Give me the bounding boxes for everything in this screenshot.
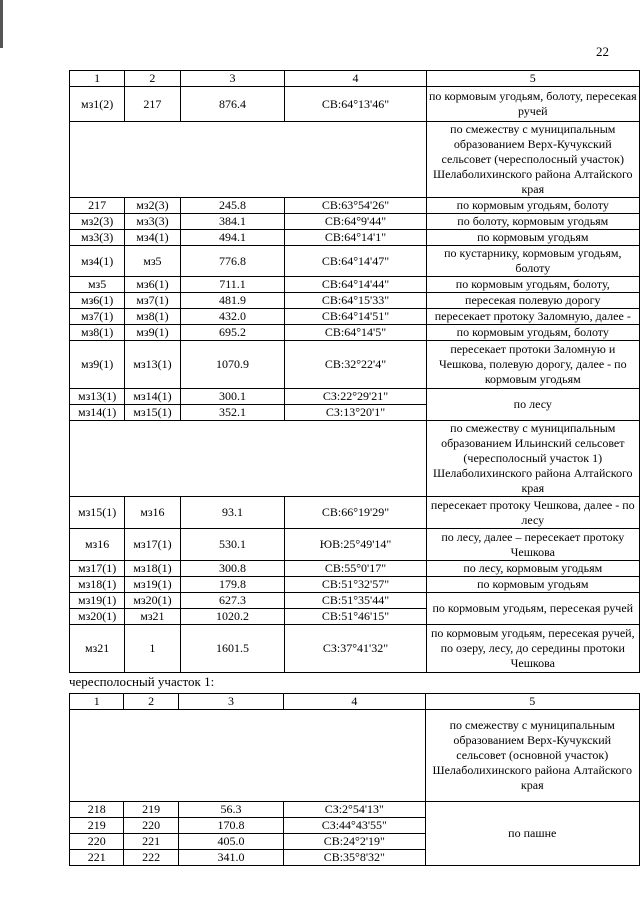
bearing: СВ:35°8'32" [284, 850, 425, 866]
adjacency-description: по смежеству с муниципальным образованием Верх-Кучукский сельсовет (основной участок) Шелаболихинского района Алтайского края [425, 710, 639, 802]
boundary-table-plot-1 [69, 693, 640, 866]
point-from: мз14(1) [70, 405, 125, 421]
bearing: СВ:64°15'33" [285, 293, 426, 309]
point-to: 1 [125, 625, 180, 673]
point-to: мз13(1) [125, 341, 180, 389]
boundary-description: пересекая полевую дорогу [426, 293, 639, 309]
point-from: мз4(1) [70, 246, 125, 277]
distance: 627.3 [180, 593, 285, 609]
boundary-description: по лесу, далее – пересекает протоку Чешкова [426, 529, 639, 561]
boundary-description: по кормовым угодьям, пересекая ручей, по озеру, лесу, до середины протоки Чешкова [426, 625, 639, 673]
point-from: мз3(3) [70, 230, 125, 246]
table-row [70, 593, 640, 609]
boundary-description: по кормовым угодьям, болоту, [426, 277, 639, 293]
header-col-1: 1 [70, 71, 125, 87]
point-to: мз3(3) [125, 214, 180, 230]
point-from: мз16 [70, 529, 125, 561]
boundary-table-main [69, 70, 640, 673]
point-to: мз20(1) [125, 593, 180, 609]
point-from: 220 [70, 834, 124, 850]
point-from: мз13(1) [70, 389, 125, 405]
header-col-5: 5 [425, 694, 639, 710]
bearing: СЗ:37°41'32" [285, 625, 426, 673]
table-row [70, 497, 640, 529]
header-col-2: 2 [124, 694, 178, 710]
point-to: 222 [124, 850, 178, 866]
boundary-description: пересекает протоку Чешкова, далее - по лесу [426, 497, 639, 529]
empty-cell [70, 421, 427, 497]
adjacency-note-row [70, 122, 640, 198]
bearing: СВ:64°14'1" [285, 230, 426, 246]
point-from: мз18(1) [70, 577, 125, 593]
table-row [70, 577, 640, 593]
distance: 481.9 [180, 293, 285, 309]
boundary-description: пересекает протоки Заломную и Чешкова, полевую дорогу, далее - по кормовым угодьям [426, 341, 639, 389]
distance: 341.0 [178, 850, 283, 866]
boundary-description-merged: по лесу [426, 389, 639, 421]
point-to: мз18(1) [125, 561, 180, 577]
point-to: мз5 [125, 246, 180, 277]
table-row [70, 214, 640, 230]
point-from: мз1(2) [70, 87, 125, 122]
bearing: ЮВ:25°49'14" [285, 529, 426, 561]
distance: 711.1 [180, 277, 285, 293]
table-row [70, 325, 640, 341]
point-from: мз21 [70, 625, 125, 673]
adjacency-note-row [70, 710, 640, 802]
boundary-description-merged: по пашне [425, 802, 639, 866]
boundary-description: по кормовым угодьям [426, 230, 639, 246]
point-from: 221 [70, 850, 124, 866]
bearing: СВ:64°14'47" [285, 246, 426, 277]
boundary-description: по кормовым угодьям, болоту [426, 325, 639, 341]
table-row [70, 389, 640, 405]
distance: 93.1 [180, 497, 285, 529]
point-to: 219 [124, 802, 178, 818]
distance: 405.0 [178, 834, 283, 850]
header-col-5: 5 [426, 71, 639, 87]
boundary-description: по лесу, кормовым угодьям [426, 561, 639, 577]
point-to: мз19(1) [125, 577, 180, 593]
point-to: мз4(1) [125, 230, 180, 246]
bearing: СВ:64°9'44" [285, 214, 426, 230]
boundary-description: пересекает протоку Заломную, далее - [426, 309, 639, 325]
bearing: СВ:32°22'4" [285, 341, 426, 389]
point-from: мз6(1) [70, 293, 125, 309]
left-edge-mark [0, 0, 3, 48]
bearing: СЗ:44°43'55" [284, 818, 425, 834]
point-to: мз14(1) [125, 389, 180, 405]
bearing: СВ:64°14'44" [285, 277, 426, 293]
empty-cell [70, 122, 427, 198]
point-to: мз8(1) [125, 309, 180, 325]
distance: 300.8 [180, 561, 285, 577]
point-to: 220 [124, 818, 178, 834]
distance: 1020.2 [180, 609, 285, 625]
bearing: СЗ:13°20'1" [285, 405, 426, 421]
point-from: мз2(3) [70, 214, 125, 230]
page-number: 22 [596, 44, 609, 59]
distance: 432.0 [180, 309, 285, 325]
boundary-description: по болоту, кормовым угодьям [426, 214, 639, 230]
table-row [70, 341, 640, 389]
distance: 384.1 [180, 214, 285, 230]
distance: 300.1 [180, 389, 285, 405]
distance: 1601.5 [180, 625, 285, 673]
point-from: мз9(1) [70, 341, 125, 389]
table-row [70, 561, 640, 577]
table-row [70, 246, 640, 277]
distance: 776.8 [180, 246, 285, 277]
point-from: мз19(1) [70, 593, 125, 609]
point-to: мз17(1) [125, 529, 180, 561]
distance: 170.8 [178, 818, 283, 834]
bearing: СВ:51°32'57" [285, 577, 426, 593]
point-to: мз2(3) [125, 198, 180, 214]
point-from: мз5 [70, 277, 125, 293]
point-from: 218 [70, 802, 124, 818]
point-from: мз20(1) [70, 609, 125, 625]
point-to: 217 [125, 87, 180, 122]
point-from: мз7(1) [70, 309, 125, 325]
boundary-description: по кустарнику, кормовым угодьям, болоту [426, 246, 639, 277]
point-from: мз8(1) [70, 325, 125, 341]
bearing: СВ:66°19'29" [285, 497, 426, 529]
bearing: СВ:63°54'26" [285, 198, 426, 214]
distance: 530.1 [180, 529, 285, 561]
header-row [70, 694, 640, 710]
header-col-1: 1 [70, 694, 124, 710]
adjacency-description: по смежеству с муниципальным образованием Ильинский сельсовет (чересполосный участок 1) Шелаболихинского района Алтайского края [426, 421, 639, 497]
distance: 352.1 [180, 405, 285, 421]
boundary-description: по кормовым угодьям [426, 577, 639, 593]
bearing: СЗ:22°29'21" [285, 389, 426, 405]
bearing: СВ:51°35'44" [285, 593, 426, 609]
distance: 179.8 [180, 577, 285, 593]
table-row [70, 309, 640, 325]
distance: 876.4 [180, 87, 285, 122]
adjacency-note-row [70, 421, 640, 497]
point-to: мз15(1) [125, 405, 180, 421]
table-row [70, 277, 640, 293]
point-to: мз9(1) [125, 325, 180, 341]
table-row [70, 87, 640, 122]
bearing: СВ:51°46'15" [285, 609, 426, 625]
bearing: СВ:64°14'51" [285, 309, 426, 325]
header-col-3: 3 [180, 71, 285, 87]
distance: 494.1 [180, 230, 285, 246]
table-row [70, 529, 640, 561]
point-from: 217 [70, 198, 125, 214]
header-col-3: 3 [178, 694, 283, 710]
bearing: СЗ:2°54'13" [284, 802, 425, 818]
point-to: мз7(1) [125, 293, 180, 309]
boundary-description: по кормовым угодьям, болоту [426, 198, 639, 214]
header-col-2: 2 [125, 71, 180, 87]
bearing: СВ:55°0'17" [285, 561, 426, 577]
header-row [70, 71, 640, 87]
point-to: мз6(1) [125, 277, 180, 293]
point-to: мз16 [125, 497, 180, 529]
distance: 245.8 [180, 198, 285, 214]
distance: 695.2 [180, 325, 285, 341]
header-col-4: 4 [284, 694, 425, 710]
boundary-description: по кормовым угодьям, болоту, пересекая ручей [426, 87, 639, 122]
boundary-description-merged: по кормовым угодьям, пересекая ручей [426, 593, 639, 625]
bearing: СВ:64°14'5" [285, 325, 426, 341]
bearing: СВ:24°2'19" [284, 834, 425, 850]
empty-cell [70, 710, 426, 802]
table-row [70, 230, 640, 246]
table-row [70, 625, 640, 673]
point-from: мз17(1) [70, 561, 125, 577]
table-row [70, 802, 640, 818]
point-from: 219 [70, 818, 124, 834]
distance: 1070.9 [180, 341, 285, 389]
point-to: 221 [124, 834, 178, 850]
table-row [70, 198, 640, 214]
bearing: СВ:64°13'46" [285, 87, 426, 122]
adjacency-description: по смежеству с муниципальным образованием Верх-Кучукский сельсовет (чересполосный участок) Шелаболихинского района Алтайского края [426, 122, 639, 198]
table-row [70, 293, 640, 309]
point-to: мз21 [125, 609, 180, 625]
section-title: чересполосный участок 1: [69, 674, 215, 689]
distance: 56.3 [178, 802, 283, 818]
point-from: мз15(1) [70, 497, 125, 529]
header-col-4: 4 [285, 71, 426, 87]
